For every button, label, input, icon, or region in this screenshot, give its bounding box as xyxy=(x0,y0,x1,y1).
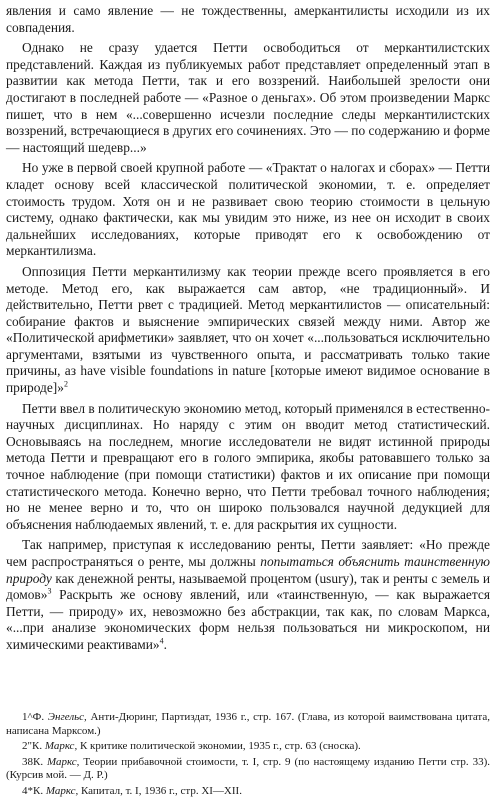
text-run: . xyxy=(163,636,167,652)
text-run: Капитал, т. I, 1936 г., стр. XI—XII. xyxy=(78,784,242,797)
italic-text: Энгельс, xyxy=(47,711,87,723)
text-run: Теории прибавочной стоимости, т. I, стр. 9 (по настоящему изданию Петти стр. 33). (Курсив мой. — Д. Р.) xyxy=(6,755,490,781)
text-run: Оппозиция Петти меркантилизму как теории прежде всего проявляется в его методе. Метод его, как выражается сам автор, «не традиционный». И действительно, Петти рвет с традицией. Метод меркантилистов — описательный: собирание фактов и выяснение эмпирических связей между ними. Автор же «Политической арифметики» заявляет, что он хочет «...пользоваться исключительно аргументами, взятыми из чувственного опыта, и рассматривать только такие причины, аз have visible foundations in nature [которые имеют видимое основание в природе]» xyxy=(6,263,490,396)
text-run: К критике политической экономии, 1935 г., стр. 63 (сноска). xyxy=(77,740,361,752)
body-text xyxy=(6,3,490,654)
text-run: 1^Ф. xyxy=(22,711,48,723)
footnote-ref: 2 xyxy=(63,379,68,389)
text-run: 4*К. xyxy=(22,784,46,797)
text-run: как денежной ренты, называемой процентом (usury), так и ренты с земель и домов» xyxy=(6,570,490,603)
text-run: Анти-Дюринг, Партиздат, 1936 г., стр. 167. (Глава, из которой ваимствована цитата, написана Марксом.) xyxy=(6,711,490,737)
text-run: Однако не сразу удается Петти освободиться от меркантилистских представлений. Каждая из публикуемых работ представляет определенный этап в развитии как метода Петти, так и его воззрений. Наибольшей зрелости они достигают в последней работе — «Разное о деньгах». Об этом произведении Маркс пишет, что в нем «...совершенно исчезли последние следы меркантилистских воззрений, встречающиеся в других его сочинениях. Это — по содержанию и форме — настоящий шедевр...» xyxy=(6,40,490,155)
italic-text: Маркс, xyxy=(47,755,80,768)
paragraph xyxy=(6,264,490,397)
footnote xyxy=(6,711,490,738)
text-run: Петти ввел в политическую экономию метод, который применялся в естественно-научных дисциплинах. Но наряду с этим он вводит метод статистический. Основываясь на последнем, многие исследователи не видят истинной природы метода Петти и превращают его в голого эмпирика, якобы ратовавшего только за точное наблюдение (при помощи статистики) фактов и их описание при помощи статистического метода. Конечно верно, что Петти требовал точного наблюдения; но не менее верно и то, что он широко пользовался научной дедукцией для объяснения наблюдаемых явлений, т. е. для раскрытия их сущности. xyxy=(6,400,490,532)
paragraph xyxy=(6,401,490,534)
text-run: явления и само явление — не тождественны, амеркантилисты исходили из их совпадения. xyxy=(6,3,490,35)
footnote-ref: 3 xyxy=(47,586,52,596)
footnote xyxy=(6,756,490,783)
paragraph xyxy=(6,537,490,653)
paragraph xyxy=(6,3,490,36)
text-run: Но уже в первой своей крупной работе — «Трактат о налогах и сборах» — Петти кладет основу всей классической политической экономии, т. е. определяет стоимость трудом. Хотя он и не развивает свою теорию стоимости в цельную систему, однако фактически, как мы увидим это ниже, из нее он исходит в своих дальнейших исследованиях, которые приводят его к освобождению от меркантилизма. xyxy=(6,160,490,259)
footnote xyxy=(6,740,490,754)
footnotes xyxy=(6,711,490,800)
italic-text: Маркс, xyxy=(44,740,78,752)
footnote-ref: 4 xyxy=(159,636,164,646)
footnote xyxy=(6,785,490,799)
paragraph xyxy=(6,40,490,156)
text-run: 2"К. xyxy=(22,740,45,752)
text-run: 38К. xyxy=(22,755,48,768)
italic-text: попытаться объяснить таинственную природу xyxy=(6,554,490,586)
paragraph xyxy=(6,160,490,260)
text-run: Раскрыть же основу явлений, или «таинственную, — как выражается Петти, — природу» их, невозможно без абстракции, так как, по словам Маркса, «...при анализе экономических форм нельзя пользоваться ни микроскопом, ни химическими реактивами» xyxy=(6,587,490,652)
text-run: Так например, приступая к исследованию ренты, Петти заявляет: «Но прежде чем распространяться о ренте, мы должны xyxy=(6,537,490,569)
italic-text: Маркс, xyxy=(45,784,79,797)
